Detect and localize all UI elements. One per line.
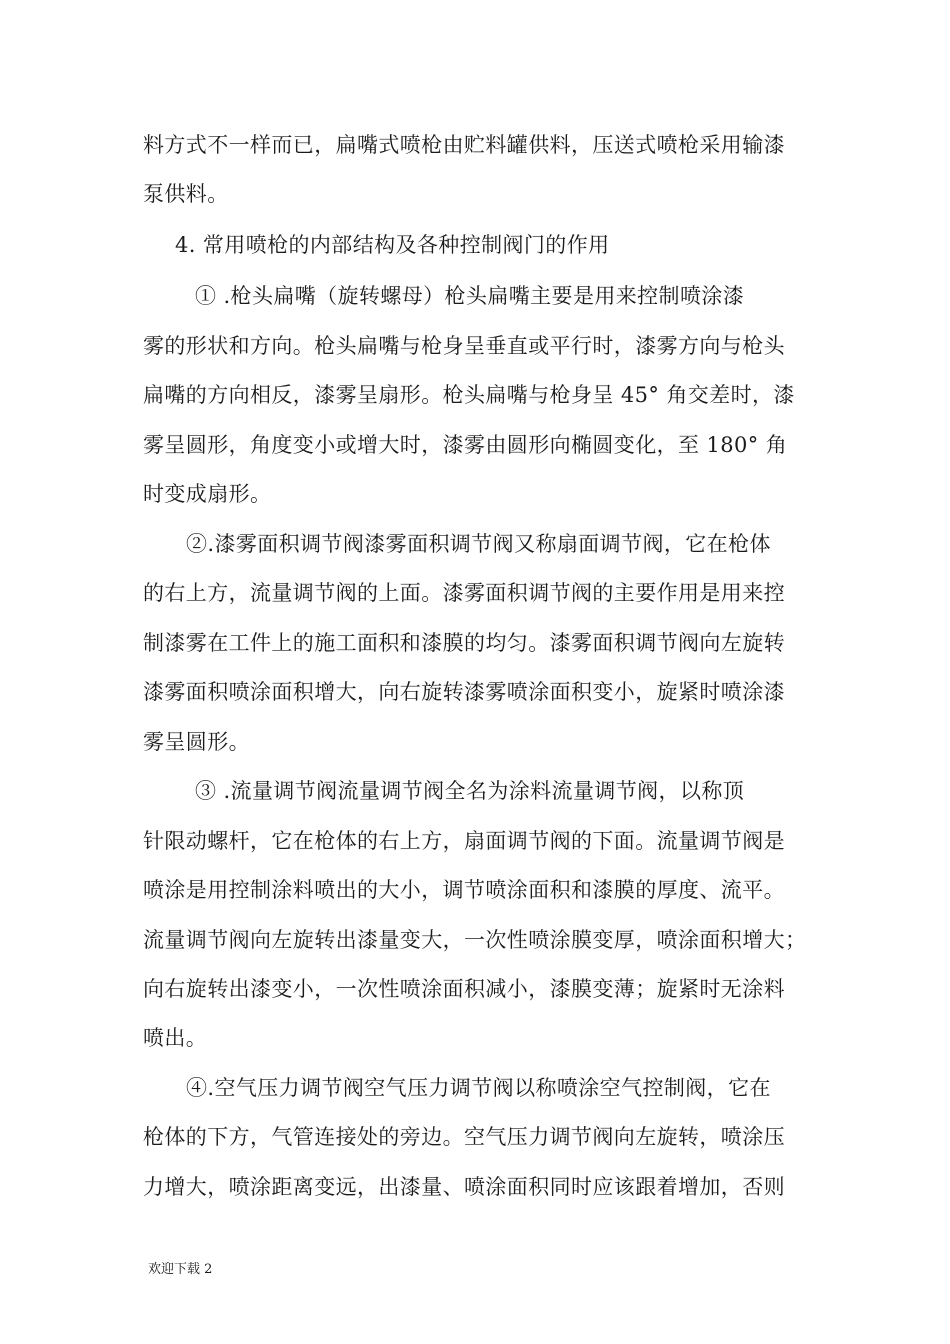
item-1-first-line: ① .枪头扁嘴（旋转螺母）枪头扁嘴主要是用来控制喷涂漆 <box>195 284 745 308</box>
body-text-line: 漆雾面积喷涂面积增大，向右旋转漆雾喷涂面积变小，旋紧时喷涂漆 <box>143 680 785 704</box>
body-text-line: 雾呈圆形。 <box>143 730 250 754</box>
section-heading: 4. 常用喷枪的内部结构及各种控制阀门的作用 <box>175 233 610 257</box>
item-4-first-line: ④.空气压力调节阀空气压力调节阀以称喷涂空气控制阀，它在 <box>186 1076 771 1100</box>
body-text-line: 的右上方，流量调节阀的上面。漆雾面积调节阀的主要作用是用来控 <box>143 581 785 605</box>
body-text-line: 扁嘴的方向相反，漆雾呈扇形。枪头扁嘴与枪身呈 45° 角交差时，漆 <box>143 383 795 407</box>
body-text-line: 泵供料。 <box>143 182 229 206</box>
body-text-line: 喷涂是用控制涂料喷出的大小，调节喷涂面积和漆膜的厚度、流平。 <box>143 878 785 902</box>
body-text-line: 枪体的下方，气管连接处的旁边。空气压力调节阀向左旋转，喷涂压 <box>143 1125 785 1149</box>
item-2-first-line: ②.漆雾面积调节阀漆雾面积调节阀又称扇面调节阀，它在枪体 <box>186 532 771 556</box>
page-footer: 欢迎下载 2 <box>148 1262 213 1277</box>
body-text-line: 料方式不一样而已，扁嘴式喷枪由贮料罐供料，压送式喷枪采用输漆 <box>143 133 785 157</box>
item-3-first-line: ③ .流量调节阀流量调节阀全名为涂料流量调节阀，以称顶 <box>195 779 745 803</box>
body-text-line: 雾呈圆形，角度变小或增大时，漆雾由圆形向椭圆变化，至 180° 角 <box>143 433 788 457</box>
body-text-line: 喷出。 <box>143 1026 208 1050</box>
body-text-line: 时变成扇形。 <box>143 482 272 506</box>
body-text-line: 针限动螺杆，它在枪体的右上方，扇面调节阀的下面。流量调节阀是 <box>143 829 785 853</box>
body-text-line: 向右旋转出漆变小，一次性喷涂面积减小，漆膜变薄；旋紧时无涂料 <box>143 977 785 1001</box>
body-text-line: 力增大，喷涂距离变远，出漆量、喷涂面积同时应该跟着增加，否则 <box>143 1175 785 1199</box>
body-text-line: 雾的形状和方向。枪头扁嘴与枪身呈垂直或平行时，漆雾方向与枪头 <box>143 334 785 358</box>
body-text-line: 制漆雾在工件上的施工面积和漆膜的均匀。漆雾面积调节阀向左旋转 <box>143 631 785 655</box>
body-text-line: 流量调节阀向左旋转出漆量变大，一次性喷涂膜变厚，喷涂面积增大； <box>143 928 807 952</box>
